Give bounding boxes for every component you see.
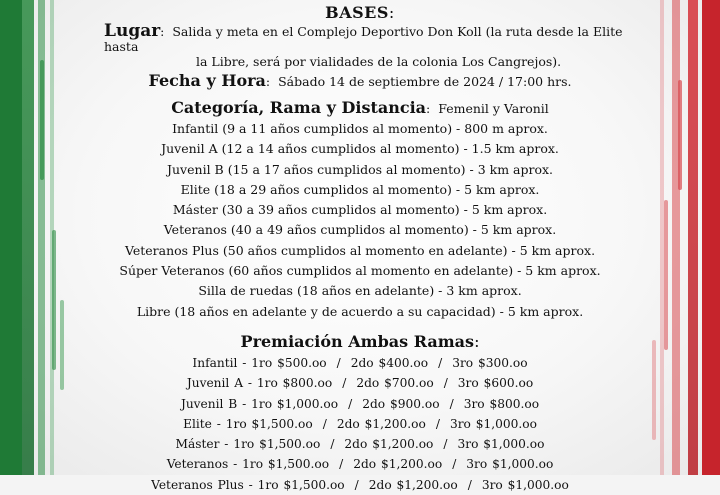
flag-stripe-red [672, 0, 680, 475]
fecha-value: Sábado 14 de septiembre de 2024 / 17:00 hrs. [278, 74, 572, 89]
flag-stripe-green [0, 0, 22, 475]
premio-row: Juvenil B - 1ro $1,000.oo / 2do $900.oo / 3ro $800.oo [180, 396, 540, 411]
premio-row: Juvenil A - 1ro $800.oo / 2do $700.oo / 3ro $600.oo [186, 376, 534, 391]
categoria-item: Juvenil A (12 a 14 años cumplidos al momento) - 1.5 km aprox. [161, 141, 559, 157]
premio-row: Infantil - 1ro $500.oo / 2do $400.oo / 3ro $300.oo [192, 355, 528, 370]
premiacion-list [90, 353, 630, 495]
categorias-heading: Categoría, Rama y Distancia: Femenil y Varonil [171, 98, 549, 117]
lugar-block: Lugar: Salida y meta en el Complejo Deportivo Don Koll (la ruta desde la Elite hasta la Libre, será por vialidades de la colonia Los Cangrejos). [90, 24, 630, 69]
flag-stripe-red [688, 0, 698, 475]
categoria-item: Elite (18 a 29 años cumplidos al momento) - 5 km aprox. [180, 181, 540, 197]
categoria-item: Infantil (9 a 11 años cumplidos al momento) - 800 m aprox. [172, 121, 548, 136]
categorias-label: Categoría, Rama y Distancia [171, 98, 427, 117]
paint-drip [40, 60, 44, 180]
paint-drip [652, 340, 656, 440]
categoria-item: Veteranos Plus (50 años cumplidos al momento en adelante) - 5 km aprox. [124, 242, 596, 258]
premio-row: Elite - 1ro $1,500.oo / 2do $1,200.oo / 3ro $1,000.oo [183, 416, 537, 431]
categoria-item: Juvenil B (15 a 17 años cumplidos al momento) - 3 km aprox. [167, 161, 553, 177]
flag-stripe-green [22, 0, 34, 475]
paint-drip [52, 230, 56, 370]
categorias-list [90, 119, 630, 322]
document-content [90, 0, 630, 495]
categoria-item: Libre (18 años en adelante y de acuerdo a su capacidad) - 5 km aprox. [136, 303, 584, 319]
categoria-item: Máster (30 a 39 años cumplidos al momento) - 5 km aprox. [172, 202, 548, 218]
categoria-item: Súper Veteranos (60 años cumplidos al momento en adelante) - 5 km aprox. [119, 263, 601, 279]
lugar-text-line1: Salida y meta en el Complejo Deportivo Don Koll (la ruta desde la Elite hasta [104, 24, 623, 54]
fecha-block: Fecha y Hora: Sábado 14 de septiembre de 2024 / 17:00 hrs. [148, 71, 572, 90]
premio-row: Veteranos - 1ro $1,500.oo / 2do $1,200.oo / 3ro $1,000.oo [166, 457, 554, 472]
section-title-bases: BASES: [325, 3, 395, 22]
fecha-label: Fecha y Hora [148, 71, 266, 90]
premiacion-heading: Premiación Ambas Ramas: [240, 331, 480, 351]
paint-drip [60, 300, 64, 390]
categoria-item: Silla de ruedas (18 años en adelante) - 3 km aprox. [198, 283, 522, 299]
categorias-rama: Femenil y Varonil [438, 101, 549, 116]
categoria-item: Veteranos (40 a 49 años cumplidos al momento) - 5 km aprox. [163, 222, 557, 238]
flag-stripe-red [702, 0, 720, 475]
premio-row: Veteranos Plus - 1ro $1,500.oo / 2do $1,200.oo / 3ro $1,000.oo [151, 477, 569, 492]
lugar-label: Lugar [104, 21, 161, 41]
paint-drip [664, 200, 668, 350]
premio-row: Máster - 1ro $1,500.oo / 2do $1,200.oo / 3ro $1,000.oo [175, 437, 545, 452]
lugar-text-line2: la Libre, será por vialidades de la colonia Los Cangrejos). [196, 54, 562, 69]
paint-drip [678, 80, 682, 190]
